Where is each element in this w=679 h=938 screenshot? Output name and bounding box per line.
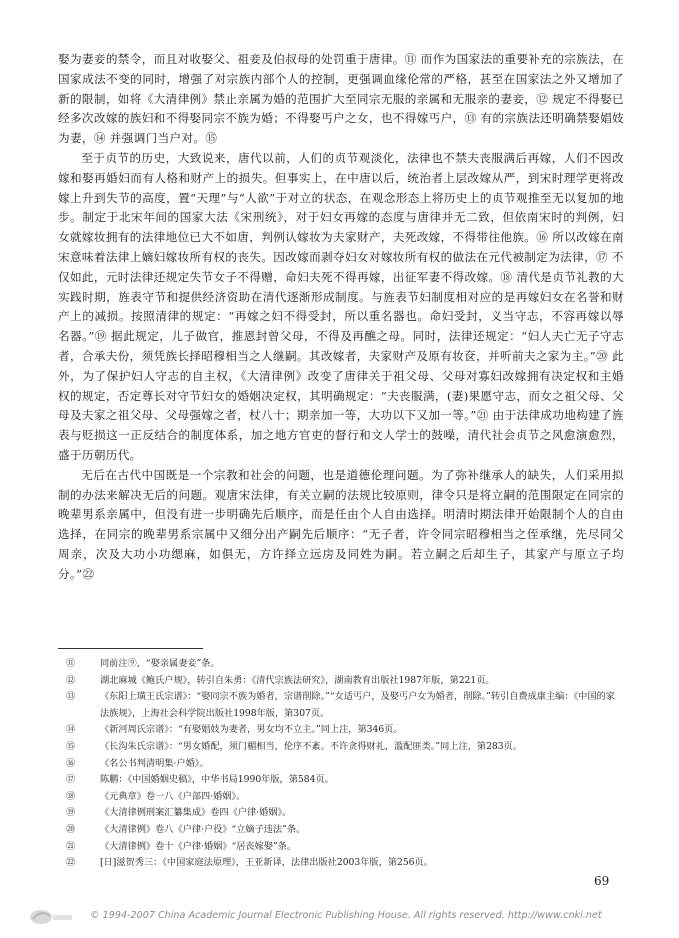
cnki-logo-icon bbox=[28, 907, 74, 927]
footnote-item bbox=[66, 805, 618, 822]
footnote-mark: ⑬ bbox=[66, 691, 76, 703]
footnote-text: 陈鹏：《中国婚姻史稿》，中华书局1990年版，第584页。 bbox=[100, 774, 334, 786]
footnotes bbox=[66, 656, 618, 872]
body-text bbox=[58, 50, 624, 585]
footnote-item bbox=[66, 789, 618, 806]
footnote-item bbox=[66, 822, 618, 839]
footnote-text: 湖北麻城《鲍氏户规》，转引自朱勇：《清代宗族法研究》，湖南教育出版社1987年版，第221页。 bbox=[100, 674, 495, 686]
footnote-item bbox=[66, 689, 618, 722]
footnote-text: 《大清律例》卷八《户律·户役》“立嫡子违法”条。 bbox=[100, 823, 306, 835]
footnote-item bbox=[66, 855, 618, 872]
footnote-text: 《大清律例刑案汇纂集成》卷四《户律·婚姻》。 bbox=[100, 807, 292, 819]
footnote-item bbox=[66, 673, 618, 690]
footnote-mark: ⑱ bbox=[66, 790, 76, 802]
footnote-mark: ⑯ bbox=[66, 757, 76, 769]
footnote-text: 《长沟朱氏宗谱》：“男女婚配，须门楣相当，伦序不紊。不许贪得财礼，滥配匪类。”同上注，第283页。 bbox=[100, 740, 522, 752]
footnote-item bbox=[66, 772, 618, 789]
footnote-text: 《新河周氏宗谱》：“有娶娼妓为妻者，男女均不立主。”同上注，第346页。 bbox=[100, 724, 403, 736]
footnote-item bbox=[66, 756, 618, 773]
footnote-mark: ⑮ bbox=[66, 740, 76, 752]
paragraph-2: 至于贞节的历史，大致说来，唐代以前，人们的贞节观淡化，法律也不禁夫丧服满后再嫁，人们不因改嫁和娶再婚妇而有人格和财产上的损失。但事实上，在中唐以后，统治者上层改嫁从严，到宋时理学更将改嫁上升到失节的高度，置“天理”与“人欲”于对立的状态，在观念形态上将历史上的贞节观推至无以复加的地步。制定于北宋年间的国家大法《宋刑统》，对于妇女再嫁的态度与唐律并无二致，但依南宋时的判例，妇女就嫁妆拥有的法律地位已大不如唐，判例认嫁妆为夫家财产，夫死改嫁，不得带往他族。⑯ 所以改嫁在南宋意味着法律上嫡妇嫁妆所有权的丧失。因改嫁而剥夺妇女对嫁妆所有权的做法在元代被制定为法律，⑰ 不仅如此，元时法律还规定失节女子不得赠，命妇夫死不得再嫁，出征军妻不得改嫁。⑱ 清代是贞节礼教的大实践时期，旌表守节和提供经济资助在清代逐渐形成制度。与旌表节妇制度相对应的是再嫁妇女在名誉和财产上的减损。按照清律的规定：“再嫁之妇不得受封，所以重名器也。命妇受封，义当守志，不容再嫁以辱名器。”⑲ 据此规定，儿子做官，推恩封曾父母，不得及再醮之母。同时，法律还规定：“妇人夫亡无子守志者，合承夫份，须凭族长择昭穆相当之人继嗣。其改嫁者，夫家财产及原有妆奁，并听前夫之家为主。”⑳ 此外，为了保护妇人守志的自主权，《大清律例》改变了唐律关于祖父母、父母对寡妇改嫁拥有决定权和主婚权的规定，否定尊长对守节妇女的婚姻决定权，其明确规定：“夫丧服满，(妻)果愿守志，而女之祖父母、父母及夫家之祖父母、父母强嫁之者，杖八十；期亲加一等，大功以下又加一等。”㉑ 由于法律成功地构建了旌表与贬损这一正反结合的制度体系，加之地方官吏的督行和文人学士的鼓噪，清代社会贞节之风愈演愈烈，盛于历朝历代。 bbox=[58, 150, 624, 462]
footer-bar bbox=[0, 906, 679, 930]
footnote-text: 《名公书判清明集·户婚》。 bbox=[100, 757, 209, 769]
footnote-item bbox=[66, 739, 618, 756]
footnote-mark: ⑪ bbox=[66, 658, 76, 669]
footnote-mark: ⑲ bbox=[66, 807, 76, 819]
footnote-text: [日]滋贺秀三：《中国家庭法原理》，王亚新译，法律出版社2003年版，第256页。 bbox=[100, 857, 433, 869]
footnote-mark: ㉑ bbox=[66, 840, 76, 852]
footnote-text: 同前注⑨，“娶亲属妻妾”条。 bbox=[100, 658, 220, 669]
paragraph-3: 无后在古代中国既是一个宗教和社会的问题，也是道德伦理问题。为了弥补继承人的缺失，人们采用拟制的办法来解决无后的问题。观唐宋法律，有关立嗣的法规比较原则，律令只是将立嗣的范围限定在同宗的晚辈男系亲属中，但没有进一步明确先后顺序，而是任由个人自由选择。明清时期法律开始限制个人的自由选择，在同宗的晚辈男系宗属中又细分出产嗣先后顺序：“无子者，许令同宗昭穆相当之侄承继，先尽同父周亲，次及大功小功缌麻，如俱无，方许择立远房及同姓为嗣。若立嗣之后却生子，其家产与原立子均分。”㉒ bbox=[58, 467, 624, 581]
footnote-item bbox=[66, 656, 618, 673]
page-number: 69 bbox=[594, 874, 610, 888]
footnote-text: 《元典章》卷一八《户部四·婚姻》。 bbox=[100, 790, 246, 802]
footnote-separator bbox=[58, 648, 203, 649]
footnote-mark: ⑰ bbox=[66, 774, 76, 786]
footnote-text: 《大清律例》卷十《户律·婚姻》“居丧嫁娶”条。 bbox=[100, 840, 297, 852]
footnote-mark: ⑭ bbox=[66, 724, 76, 736]
footnote-item bbox=[66, 722, 618, 739]
footnote-mark: ㉒ bbox=[66, 857, 76, 869]
footnote-mark: ⑳ bbox=[66, 823, 76, 835]
copyright-text: © 1994-2007 China Academic Journal Electronic Publishing House. All rights reserved. http://www.cnki.net bbox=[90, 910, 602, 921]
paragraph-1: 娶为妻妾的禁令，而且对收娶父、祖妾及伯叔母的处罚重于唐律。⑪ 而作为国家法的重要补充的宗族法，在国家成法不变的同时，增强了对宗族内部个人的控制，更强调血缘伦常的严格，甚至在国家法之外又增加了新的限制，如将《大清律例》禁止亲属为婚的范围扩大至同宗无服的亲属和无服亲的妻妾，⑫ 规定不得娶已经多次改嫁的族妇和不得娶同宗不族为婚；不得娶丐户之女，也不得嫁丐户，⑬ 有的宗族法还明确禁娶娼妓为妻，⑭ 并强调门当户对。⑮ bbox=[58, 52, 624, 146]
footnote-mark: ⑫ bbox=[66, 674, 76, 686]
footnote-item bbox=[66, 839, 618, 856]
footnote-text: 《东阳上璜王氏宗谱》：“娶同宗不族为婚者，宗谱削除。”“女适丐户，及娶丐户女为婚者，削除。”转引自费成康主编：《中国的家法族规》，上海社会科学院出版社1998年版，第307页。 bbox=[100, 691, 615, 719]
